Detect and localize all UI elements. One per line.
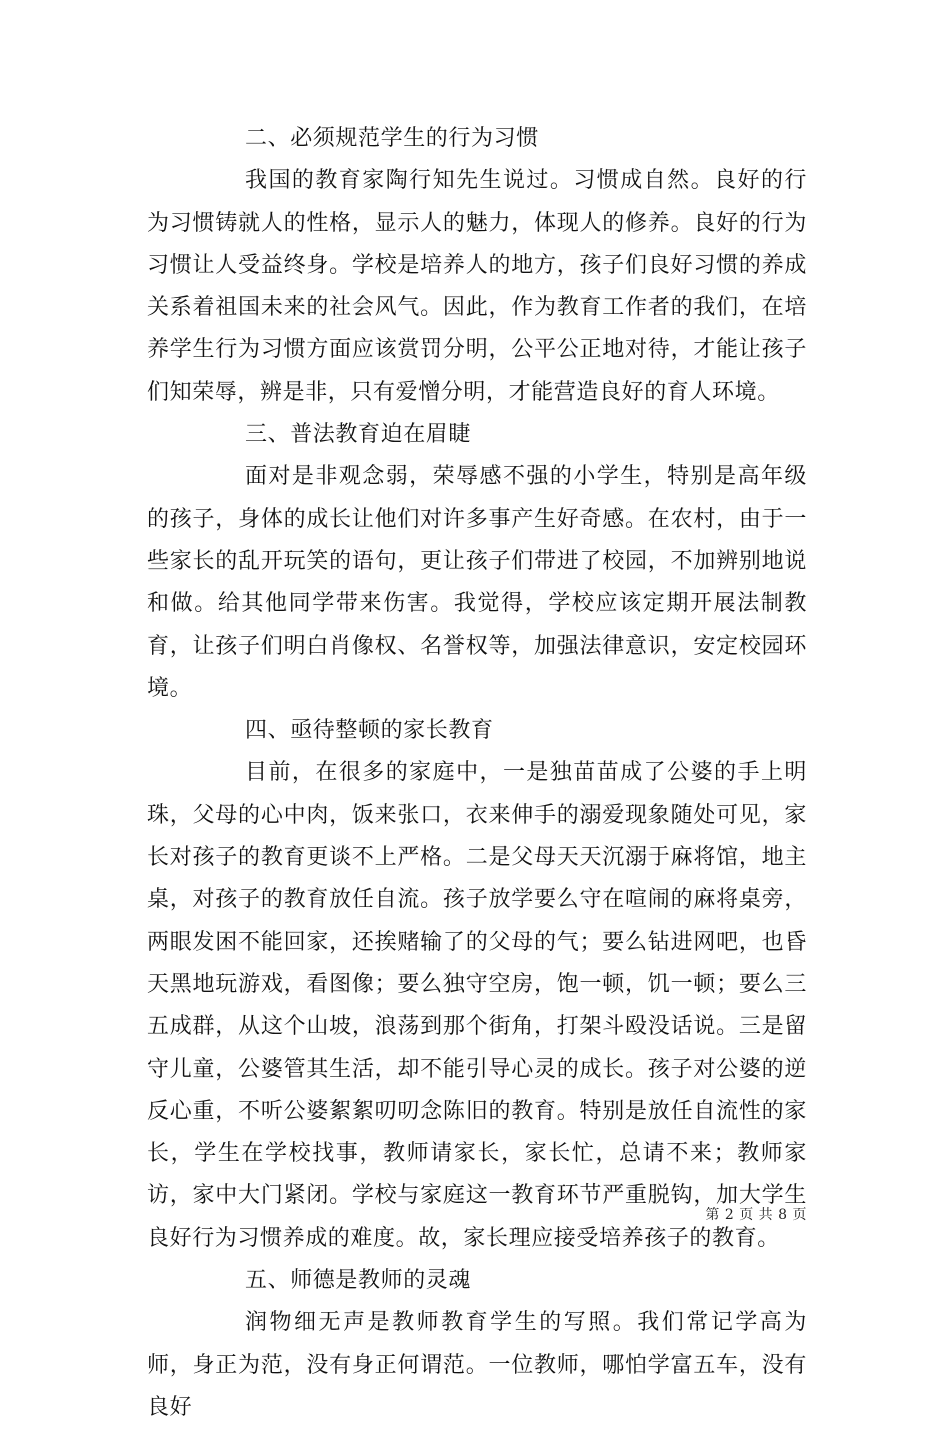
document-body <box>147 118 807 1429</box>
section-paragraph: 面对是非观念弱，荣辱感不强的小学生，特别是高年级的孩子，身体的成长让他们对许多事产生好奇感。在农村，由于一些家长的乱开玩笑的语句，更让孩子们带进了校园，不加辨别地说和做。给其他同学带来伤害。我觉得，学校应该定期开展法制教育，让孩子们明白肖像权、名誉权等，加强法律意识，安定校园环境。 <box>147 464 807 701</box>
section-4 <box>147 710 807 1260</box>
section-3 <box>147 414 807 710</box>
section-heading: 五、师德是教师的灵魂 <box>245 1268 472 1294</box>
section-paragraph: 目前，在很多的家庭中，一是独苗苗成了公婆的手上明珠，父母的心中肉，饭来张口，衣来伸手的溺爱现象随处可见，家长对孩子的教育更谈不上严格。二是父母天天沉溺于麻将馆，地主桌，对孩子的教育放任自流。孩子放学要么守在喧闹的麻将桌旁，两眼发困不能回家，还挨赌输了的父母的气；要么钻进网吧，也昏天黑地玩游戏，看图像；要么独守空房，饱一顿，饥一顿；要么三五成群，从这个山坡，浪荡到那个街角，打架斗殴没话说。三是留守儿童，公婆管其生活，却不能引导心灵的成长。孩子对公婆的逆反心重，不听公婆絮絮叨叨念陈旧的教育。特别是放任自流性的家长，学生在学校找事，教师请家长，家长忙，总请不来；教师家访，家中大门紧闭。学校与家庭这一教育环节严重脱钩，加大学生良好行为习惯养成的难度。故，家长理应接受培养孩子的教育。 <box>147 760 807 1251</box>
section-5 <box>147 1260 807 1429</box>
section-heading: 四、亟待整顿的家长教育 <box>245 718 494 744</box>
section-paragraph: 润物细无声是教师教育学生的写照。我们常记学高为师，身正为范，没有身正何谓范。一位教师，哪怕学富五车，没有良好 <box>147 1310 807 1420</box>
page-number-footer: 第 2 页 共 8 页 <box>705 1207 807 1223</box>
section-2 <box>147 118 807 414</box>
section-heading: 二、必须规范学生的行为习惯 <box>245 126 539 151</box>
section-heading: 三、普法教育迫在眉睫 <box>245 422 472 448</box>
section-paragraph: 我国的教育家陶行知先生说过。习惯成自然。良好的行为习惯铸就人的性格，显示人的魅力，体现人的修养。良好的行为习惯让人受益终身。学校是培养人的地方，孩子们良好习惯的养成关系着祖国未来的社会风气。因此，作为教育工作者的我们，在培养学生行为习惯方面应该赏罚分明，公平公正地对待，才能让孩子们知荣辱，辨是非，只有爱憎分明，才能营造良好的育人环境。 <box>147 168 807 405</box>
